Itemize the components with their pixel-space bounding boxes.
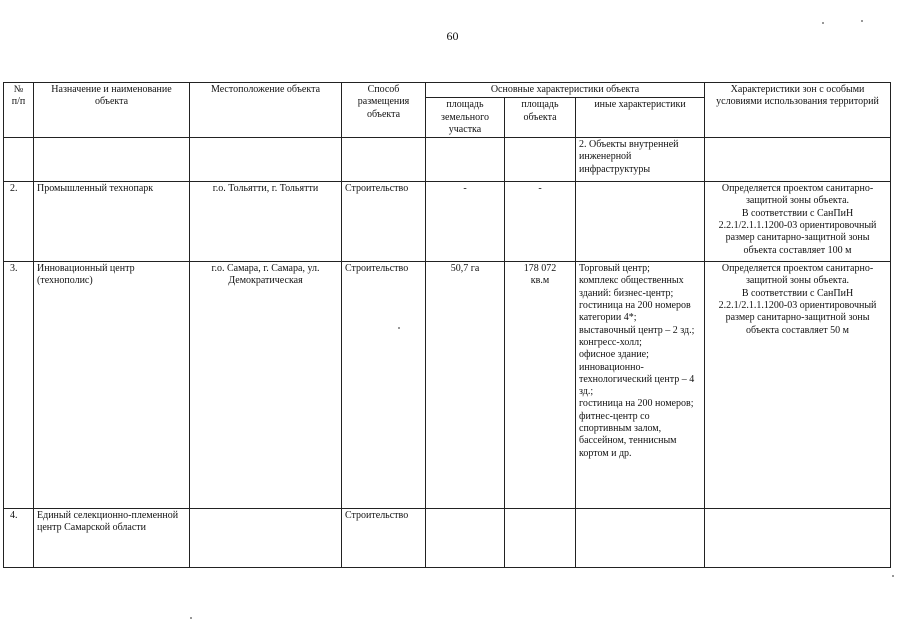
cell-zones: Определяется проектом санитарно-защитной зоны объекта. В соответствии с СанПиН 2.2.1/2.1.1.1200-03 ориентировочный размер санитарно-защитной зоны объекта составляет 100 м [705, 182, 891, 262]
scan-speck [892, 575, 894, 577]
cell-object-area [505, 138, 576, 182]
table-row [4, 509, 891, 568]
planning-table [3, 82, 891, 568]
header-land-area: площадь земельного участка [426, 98, 505, 138]
cell-method: Строительство [342, 509, 426, 568]
header-row-top [4, 83, 891, 98]
cell-num: 3. [4, 262, 34, 509]
cell-method [342, 138, 426, 182]
cell-zones [705, 138, 891, 182]
cell-zones: Определяется проектом санитарно-защитной зоны объекта. В соответствии с СанПиН 2.2.1/2.1.1.1200-03 ориентировочный размер санитарно-защитной зоны объекта составляет 50 м [705, 262, 891, 509]
cell-method: Строительство [342, 262, 426, 509]
cell-other: Торговый центр; комплекс общественных зданий: бизнес-центр; гостиница на 200 номеров категории 4*; выставочный центр – 2 зд.; конгресс-холл; офисное здание; инновационно-технологический центр – 4 зд.; гостиница на 200 номеров; фитнес-центр со спортивным залом, бассейном, теннисным кортом и др. [576, 262, 705, 509]
header-method: Способ размещения объекта [342, 83, 426, 138]
table-row [4, 182, 891, 262]
header-object-area: площадь объекта [505, 98, 576, 138]
cell-location: г.о. Самара, г. Самара, ул. Демократическая [190, 262, 342, 509]
cell-method: Строительство [342, 182, 426, 262]
page-number: 60 [446, 29, 459, 43]
cell-other: 2. Объекты внутренней инженерной инфраструктуры [576, 138, 705, 182]
cell-land-area [426, 138, 505, 182]
cell-object-area: - [505, 182, 576, 262]
header-purpose: Назначение и наименование объекта [34, 83, 190, 138]
cell-land-area: 50,7 га [426, 262, 505, 509]
cell-purpose: Промышленный технопарк [34, 182, 190, 262]
cell-other [576, 509, 705, 568]
cell-land-area [426, 509, 505, 568]
cell-land-area: - [426, 182, 505, 262]
header-zones: Характеристики зон с особыми условиями использования территорий [705, 83, 891, 138]
header-num: № п/п [4, 83, 34, 138]
header-other-characteristics: иные характеристики [576, 98, 705, 138]
scan-speck [190, 617, 192, 619]
cell-object-area: 178 072 кв.м [505, 262, 576, 509]
cell-num: 2. [4, 182, 34, 262]
scan-speck [822, 22, 824, 24]
table-row [4, 262, 891, 509]
cell-purpose: Единый селекционно-племенной центр Самарской области [34, 509, 190, 568]
cell-location [190, 509, 342, 568]
cell-location [190, 138, 342, 182]
scan-speck [398, 327, 400, 329]
cell-num: 4. [4, 509, 34, 568]
scan-speck [861, 20, 863, 22]
header-main-characteristics: Основные характеристики объекта [426, 83, 705, 98]
cell-num [4, 138, 34, 182]
cell-purpose [34, 138, 190, 182]
cell-object-area [505, 509, 576, 568]
header-location: Местоположение объекта [190, 83, 342, 138]
cell-other [576, 182, 705, 262]
cell-zones [705, 509, 891, 568]
cell-location: г.о. Тольятти, г. Тольятти [190, 182, 342, 262]
cell-purpose: Инновационный центр (технополис) [34, 262, 190, 509]
table-row [4, 138, 891, 182]
